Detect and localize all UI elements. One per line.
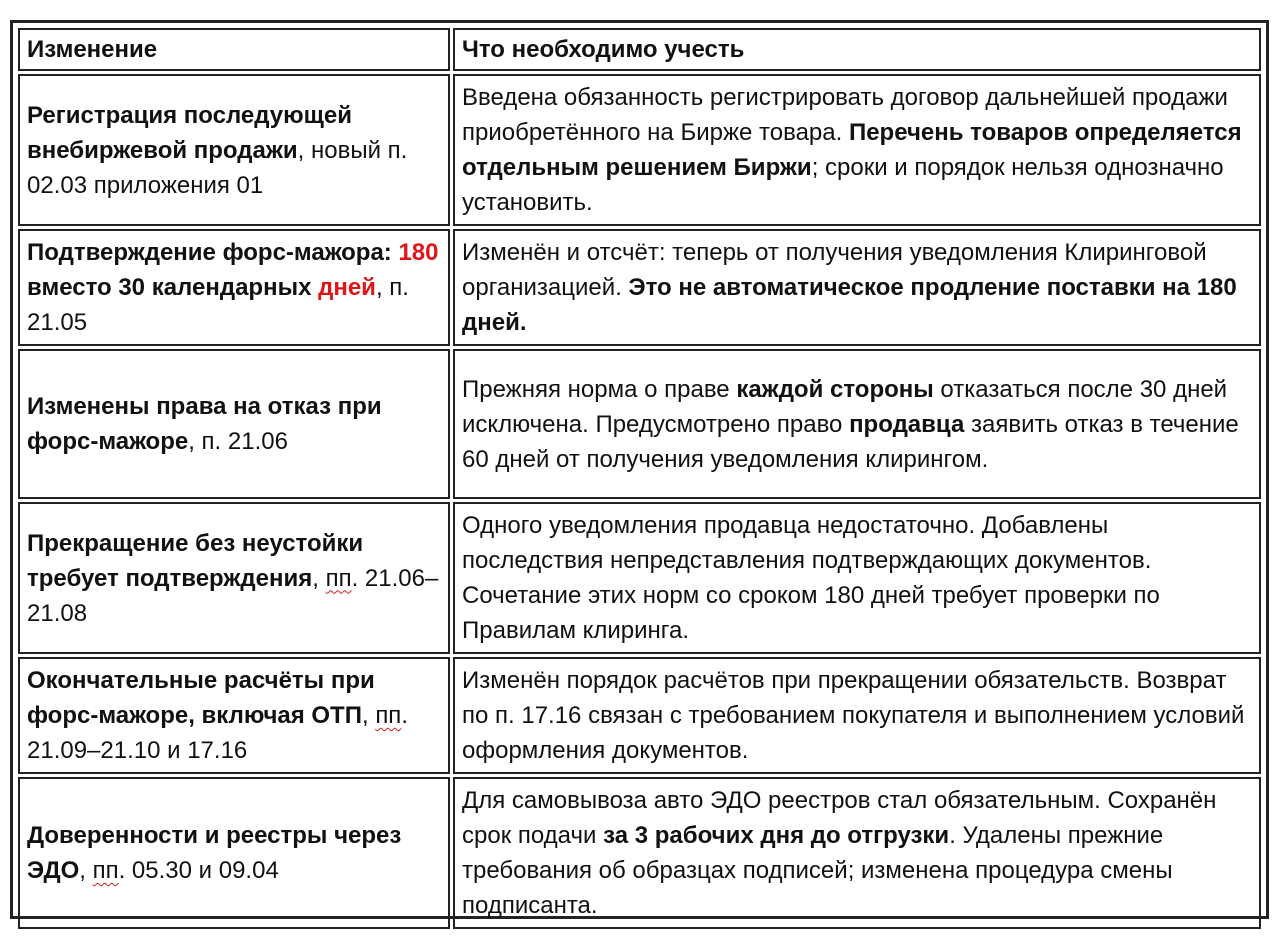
consider-text: Изменён и отсчёт: теперь от получения уведомления Клиринговой организацией. [462,239,1207,301]
change-title: Изменены права на отказ при форс-мажоре [27,393,382,455]
consider-text: ; сроки и порядок нельзя однозначно установить. [462,154,1224,216]
change-ref: , [312,564,326,592]
change-ref: , [361,702,376,729]
consider-text: Для самовывоза авто ЭДО реестров стал обязательным. Сохранён срок подачи [462,787,1217,849]
spellcheck-word: пп [92,857,119,884]
change-title: вместо 30 календарных [27,274,319,301]
consider-bold: Это не автоматическое продление поставки на 180 дней. [462,274,1237,336]
document-sheet [10,20,1269,919]
consider-cell [453,777,1261,929]
consider-text: . Удалены прежние требования об образцах подписей; изменена процедура смены подписанта. [462,822,1173,919]
table-row [18,502,1261,654]
spellcheck-word: пп [375,702,402,729]
change-title: Подтверждение форс-мажора: [27,239,399,266]
change-cell [18,657,450,774]
consider-cell [453,229,1261,346]
consider-text: Изменён порядок расчётов при прекращении обязательств. Возврат по п. 17.16 связан с требованием покупателя и выполнением условий оформления документов. [462,667,1245,764]
change-title: Регистрация последующей внебиржевой продажи [27,101,352,164]
consider-cell [453,502,1261,654]
table-row [18,349,1261,499]
table-row [18,657,1261,774]
consider-text: Введена обязанность регистрировать договор дальнейшей продажи приобретённого на Бирже товара. [462,84,1228,146]
consider-cell [453,657,1261,774]
change-ref: . 21.09–21.10 и 17.16 [27,702,408,764]
consider-bold: Перечень товаров определяется отдельным решением Биржи [462,119,1242,181]
change-highlight: дней [318,274,376,301]
change-title: Доверенности и реестры через ЭДО [27,822,402,884]
change-ref: , п. 21.05 [27,274,409,336]
change-highlight: 180 [398,239,439,266]
change-ref: . 05.30 и 09.04 [118,857,279,884]
change-cell [18,349,450,499]
change-title: Окончательные расчёты при форс-мажоре, включая ОТП [27,667,375,729]
spellcheck-word: пп [325,564,352,592]
change-title: Прекращение без неустойки требует подтверждения [27,529,364,592]
change-ref: , новый п. 02.03 приложения 01 [27,136,408,199]
table-row [18,229,1261,346]
change-ref: , п. 21.06 [188,428,288,455]
consider-cell [453,74,1261,226]
table-row [18,74,1261,226]
header-consider: Что необходимо учесть [453,28,1261,71]
change-ref: , [79,857,93,884]
consider-bold: за 3 рабочих дня до отгрузки [603,822,950,849]
changes-table [15,25,1264,932]
consider-bold: каждой стороны [736,375,934,403]
change-ref: . 21.06–21.08 [27,564,439,627]
change-cell [18,229,450,346]
consider-text: Прежняя норма о праве [462,375,737,403]
table-row [18,777,1261,929]
consider-text: отказаться после 30 дней исключена. Предусмотрено право [462,375,1228,438]
change-cell [18,502,450,654]
consider-text: Одного уведомления продавца недостаточно. Добавлены последствия непредставления подтверждающих документов. Сочетание этих норм со сроком 180 дней требует проверки по Правилам клиринга. [462,512,1160,644]
table-header-row [18,28,1261,71]
change-cell [18,777,450,929]
change-cell [18,74,450,226]
consider-cell [453,349,1261,499]
consider-text: заявить отказ в течение 60 дней от получения уведомления клирингом. [462,410,1239,473]
header-change: Изменение [18,28,450,71]
consider-bold: продавца [849,410,965,438]
